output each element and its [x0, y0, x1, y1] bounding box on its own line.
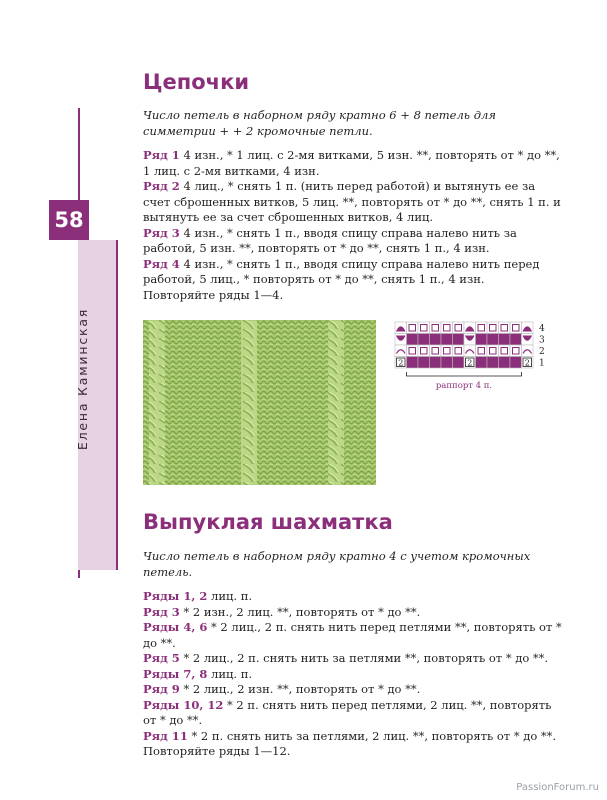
row-text: * 2 лиц., 2 п. снять нить за петлями **, повторять от * до **.	[183, 651, 549, 665]
author-name: Елена Каминская	[75, 307, 90, 451]
instruction-row	[143, 605, 563, 621]
instruction-row	[143, 226, 563, 257]
row-label: Ряд 3	[143, 604, 180, 619]
row-label: Ряд 2	[143, 179, 180, 193]
chart-rapport-bracket	[407, 372, 522, 376]
chart-cell	[476, 334, 488, 346]
chart-cell	[441, 357, 453, 369]
chart-cell	[487, 357, 499, 369]
row-label: Ряды 7, 8	[143, 666, 208, 681]
row-label: Ряд 9	[143, 682, 180, 696]
row-text: лиц. п.	[211, 666, 253, 681]
row-text: 4 лиц., * снять 1 п. (нить перед работой) и вытянуть ее за счет сброшенных витков, 5 лиц. **, повторять от * до **, снять 1 п. и вытянуть ее за счет сброшенных витков, 4 лиц.	[143, 179, 561, 224]
chart-cell	[430, 345, 442, 357]
chart-cell	[510, 322, 522, 334]
chart-cell	[395, 345, 407, 357]
row-label: Ряд 11	[143, 728, 188, 743]
chart-cell	[499, 322, 511, 334]
instruction-row	[143, 589, 563, 605]
chart-cell	[464, 345, 476, 357]
row-text: * 2 лиц., 2 п. снять нить перед петлями **, повторять от * до **.	[143, 620, 562, 650]
chart-cell	[499, 357, 511, 369]
chart-cell	[522, 345, 534, 357]
chart-cell	[441, 322, 453, 334]
knitted-sample-photo	[143, 320, 376, 485]
chart-cell	[499, 345, 511, 357]
chart-cell	[407, 322, 419, 334]
chart-cell	[453, 334, 465, 346]
row-text: * 2 лиц., 2 изн. **, повторять от * до **.	[183, 682, 421, 696]
chart-cell	[407, 345, 419, 357]
page-number: 58	[49, 200, 89, 240]
chart-cell	[430, 334, 442, 346]
chart-cell	[441, 334, 453, 346]
row-text: 4 изн., * 1 лиц. с 2-мя витками, 5 изн. **, повторять от * до **, 1 лиц. с 2-мя витками, 4 изн.	[143, 148, 560, 178]
chart-cell	[418, 357, 430, 369]
row-label: Ряд 3	[143, 225, 180, 240]
chart-cell	[453, 357, 465, 369]
row-label: Ряд 4	[143, 256, 180, 271]
chart-row-number: 4	[539, 324, 545, 334]
chart-cell	[487, 334, 499, 346]
row-label: Ряд 1	[143, 148, 180, 162]
chart-cell	[487, 322, 499, 334]
chart-cell	[510, 334, 522, 346]
chart-row-number: 2	[539, 347, 545, 357]
section2-body	[143, 549, 563, 760]
chart-cell	[453, 345, 465, 357]
row-text: * 2 изн., 2 лиц. **, повторять от * до **.	[183, 604, 421, 619]
chart-cell	[476, 322, 488, 334]
chart-cell	[510, 345, 522, 357]
chart-cell	[418, 322, 430, 334]
chart-caption: раппорт 4 п.	[435, 381, 493, 391]
chart-cell	[510, 357, 522, 369]
chart-cell	[430, 357, 442, 369]
knitting-chart	[393, 320, 563, 404]
section1-intro: Число петель в наборном ряду кратно 6 + 8 петель для симметрии + + 2 кромочные петли.	[143, 108, 496, 138]
section-title-checker: Выпуклая шахматка	[143, 510, 393, 534]
instruction-row	[143, 698, 563, 729]
chart-row-number: 1	[539, 358, 545, 369]
instruction-row	[143, 651, 563, 667]
row-text: 4 изн., * снять 1 п., вводя спицу справа налево нить перед работой, 5 лиц., * повторять от * до **, снять 1 п., 4 изн.	[143, 256, 540, 286]
row-label: Ряды 4, 6	[143, 620, 208, 634]
instruction-row	[143, 729, 563, 745]
chart-twist-symbol: 2	[398, 358, 404, 368]
instruction-row	[143, 179, 563, 226]
section2-intro: Число петель в наборном ряду кратно 4 с учетом кромочных петель.	[143, 549, 531, 579]
chart-cell	[499, 334, 511, 346]
instruction-row	[143, 682, 563, 698]
row-label: Ряды 1, 2	[143, 589, 208, 603]
chart-cell	[418, 345, 430, 357]
instruction-row	[143, 148, 563, 179]
chart-twist-symbol: 2	[467, 358, 473, 368]
row-text: * 2 п. снять нить за петлями, 2 лиц. **, повторять от * до **.	[191, 728, 557, 743]
chart-grid	[393, 320, 563, 400]
chart-cell	[441, 345, 453, 357]
chart-cell	[476, 357, 488, 369]
chart-cell	[487, 345, 499, 357]
row-label: Ряды 10, 12	[143, 697, 224, 712]
chart-cell	[430, 322, 442, 334]
chart-cell	[476, 345, 488, 357]
chart-cell	[407, 334, 419, 346]
chart-twist-symbol: 2	[524, 358, 530, 368]
instruction-row	[143, 257, 563, 288]
chart-cell	[418, 334, 430, 346]
repeat-note: Повторяйте ряды 1—12.	[143, 744, 291, 758]
chart-cell	[407, 357, 419, 369]
row-label: Ряд 5	[143, 651, 180, 665]
chart-cell	[453, 322, 465, 334]
section-title-chains: Цепочки	[143, 70, 250, 94]
instruction-row	[143, 620, 563, 651]
row-text: * 2 п. снять нить перед петлями, 2 лиц. **, повторять от * до **.	[143, 697, 552, 727]
chart-row-number: 3	[539, 335, 545, 346]
row-text: 4 изн., * снять 1 п., вводя спицу справа налево нить за работой, 5 изн. **, повторять от * до **, снять 1 п., 4 изн.	[143, 225, 517, 255]
row-text: лиц. п.	[211, 589, 253, 603]
repeat-note: Повторяйте ряды 1—4.	[143, 287, 284, 302]
instruction-row	[143, 667, 563, 683]
section1-body	[143, 108, 563, 303]
watermark: PassionForum.ru	[516, 782, 599, 793]
